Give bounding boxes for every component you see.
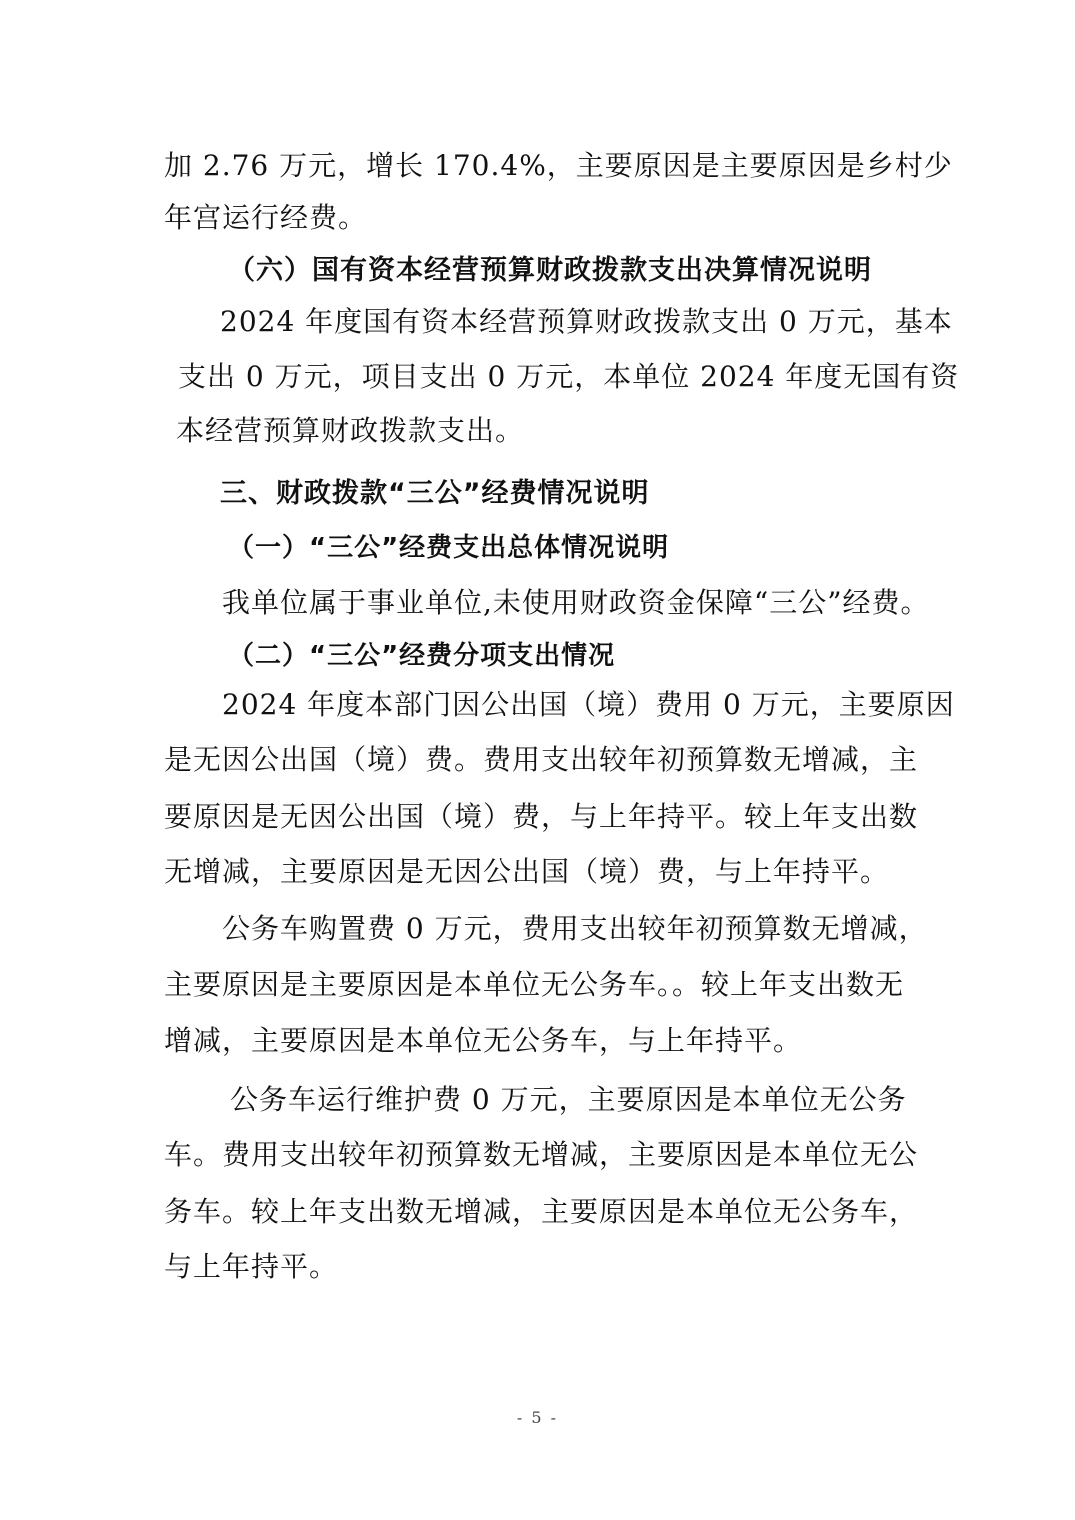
paragraph-line: 车。费用支出较年初预算数无增减，主要原因是本单位无公: [164, 1138, 919, 1171]
section-heading: （二）“三公”经费分项支出情况: [228, 641, 616, 671]
paragraph-line: 我单位属于事业单位,未使用财政资金保障“三公”经费。: [222, 586, 930, 619]
page-number: - 5 -: [516, 1408, 559, 1427]
section-heading: （六）国有资本经营预算财政拨款支出决算情况说明: [228, 255, 872, 286]
paragraph-line: 主要原因是主要原因是本单位无公务车。。较上年支出数无: [164, 968, 905, 1001]
paragraph-line: 加 2.76 万元，增长 170.4%，主要原因是主要原因是乡村少: [164, 149, 953, 182]
paragraph-line: 支出 0 万元，项目支出 0 万元，本单位 2024 年度无国有资: [178, 360, 960, 393]
paragraph-line: 与上年持平。: [164, 1250, 339, 1283]
paragraph-line: 务车。较上年支出数无增减，主要原因是本单位无公务车，: [164, 1195, 919, 1228]
paragraph-line: 是无因公出国（境）费。费用支出较年初预算数无增减，主: [164, 743, 919, 776]
paragraph-line: 年宫运行经费。: [164, 201, 368, 234]
paragraph-line: 2024 年度国有资本经营预算财政拨款支出 0 万元，基本: [220, 305, 953, 338]
section-heading: （一）“三公”经费支出总体情况说明: [228, 533, 670, 563]
paragraph-line: 公务车购置费 0 万元，费用支出较年初预算数无增减，: [222, 912, 928, 945]
chapter-heading: 三、财政拨款“三公”经费情况说明: [220, 478, 650, 509]
paragraph-line: 无增减，主要原因是无因公出国（境）费，与上年持平。: [164, 855, 890, 888]
paragraph-line: 本经营预算财政拨款支出。: [176, 414, 525, 447]
paragraph-line: 2024 年度本部门因公出国（境）费用 0 万元，主要原因: [222, 688, 955, 721]
paragraph-line: 增减，主要原因是本单位无公务车，与上年持平。: [164, 1024, 803, 1057]
paragraph-line: 公务车运行维护费 0 万元，主要原因是本单位无公务: [230, 1083, 907, 1116]
paragraph-line: 要原因是无因公出国（境）费，与上年持平。较上年支出数: [164, 800, 919, 833]
